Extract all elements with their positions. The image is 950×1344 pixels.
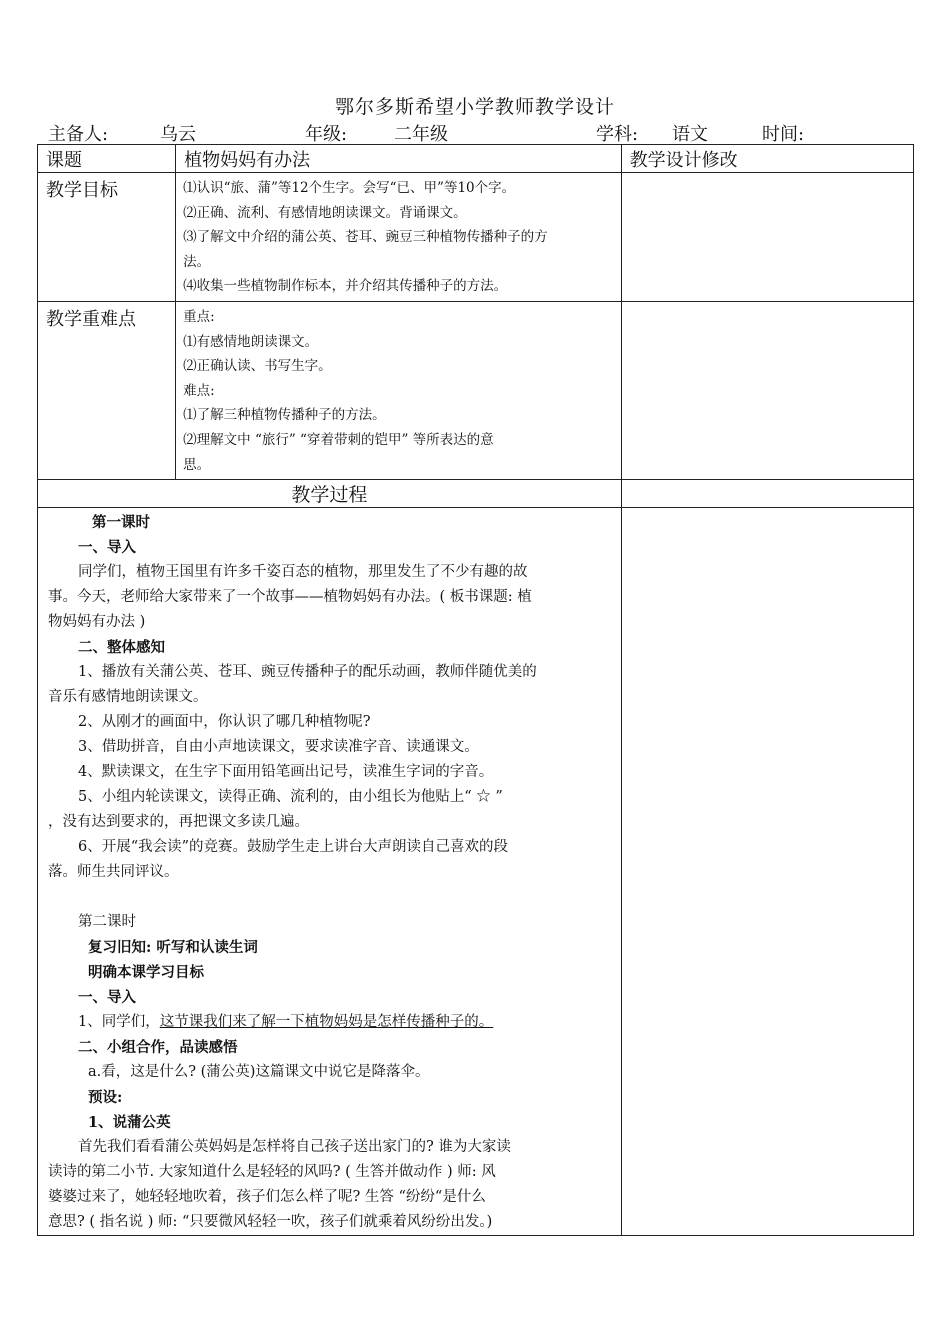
- meta-row: [0, 120, 950, 144]
- section-heading: 一、导入: [78, 539, 136, 557]
- keypoints-list: [176, 301, 622, 479]
- row-process-body: [38, 508, 914, 1236]
- process-body: [38, 508, 622, 1236]
- review-heading: 复习旧知: 听写和认读生词: [88, 939, 258, 957]
- keypoint-item: 难点:: [183, 382, 215, 399]
- keypoint-item: ⑴有感情地朗读课文。: [183, 333, 319, 350]
- paragraph-line: 事。今天，老师给大家带来了一个故事——植物妈妈有办法。( 板书课题: 植: [48, 589, 532, 606]
- goals-label: 教学目标: [38, 173, 176, 302]
- keypoint-item: ⑵理解文中 “旅行” “穿着带刺的铠甲” 等所表达的意: [183, 431, 494, 448]
- keypoint-item: 思。: [183, 456, 211, 473]
- paragraph-line: 4、默读课文，在生字下面用铅笔画出记号，读准生字词的字音。: [78, 764, 494, 781]
- goals-list: [176, 173, 622, 302]
- keypoint-item: ⑵正确认读、书写生字。: [183, 358, 332, 375]
- grade-value: 二年级: [394, 124, 448, 145]
- section-heading: 二、整体感知: [78, 639, 165, 657]
- goal-item: ⑵正确、流利、有感情地朗读课文。背诵课文。: [183, 204, 467, 221]
- paragraph-line: 6、开展“我会读”的竞赛。鼓励学生走上讲台大声朗读自己喜欢的段: [78, 839, 509, 856]
- paragraph-line: 1、播放有关蒲公英、苍耳、豌豆传播种子的配乐动画，教师伴随优美的: [78, 664, 537, 681]
- paragraph-line: 读诗的第二小节. 大家知道什么是轻轻的风吗? ( 生答并做动作 ) 师: 风: [48, 1164, 496, 1181]
- paragraph-line: a.看，这是什么? (蒲公英)这篇课文中说它是降落伞。: [88, 1064, 430, 1081]
- paragraph-line: 2、从刚才的画面中，你认识了哪几种植物呢?: [78, 714, 371, 731]
- objective-heading: 明确本课学习目标: [88, 964, 204, 982]
- paragraph-line: 物妈妈有办法 ): [48, 614, 146, 631]
- paragraph-line: 婆婆过来了，她轻轻地吹着，孩子们怎么样了呢? 生答 “纷纷“是什么: [48, 1189, 486, 1206]
- goal-item: ⑴认识“旅、蒲”等12个生字。会写“已、甲”等10个字。: [183, 180, 516, 196]
- s1-underlined: 这节课我们来了解一下植物妈妈是怎样传播种子的。: [159, 1014, 494, 1031]
- keypoint-item: ⑴了解三种植物传播种子的方法。: [183, 407, 386, 424]
- paragraph-line: 3、借助拼音，自由小声地读课文，要求读准字音、读通课文。: [78, 739, 479, 756]
- lesson-label: 课题: [38, 145, 176, 173]
- keypoints-label: 教学重难点: [38, 301, 176, 479]
- preset-label: 预设:: [88, 1089, 123, 1107]
- goals-revision-cell: [621, 173, 913, 302]
- row-goals: [38, 173, 914, 302]
- time-label: 时间:: [762, 124, 805, 145]
- goal-item: ⑶了解文中介绍的蒲公英、苍耳、豌豆三种植物传播种子的方: [183, 229, 548, 246]
- s1-prefix: 1、同学们，: [78, 1014, 160, 1031]
- body-revision-cell: [621, 508, 913, 1236]
- paragraph-line: ，没有达到要求的，再把课文多读几遍。: [48, 814, 309, 831]
- paragraph-line: 音乐有感情地朗读课文。: [48, 689, 208, 706]
- paragraph-line: 首先我们看看蒲公英妈妈是怎样将自己孩子送出家门的? 谁为大家读: [78, 1139, 511, 1156]
- goal-item: 法。: [183, 253, 211, 270]
- paragraph-line: 意思? ( 指名说 ) 师: “只要微风轻轻一吹，孩子们就乘着风纷纷出发。): [48, 1214, 493, 1231]
- lesson2-title: 第二课时: [78, 914, 136, 931]
- paragraph-line: [48, 1010, 613, 1035]
- paragraph-line: 落。师生共同评议。: [48, 864, 179, 881]
- grade-label: 年级:: [305, 124, 348, 145]
- row-process-header: [38, 480, 914, 508]
- keypoint-item: 重点:: [183, 308, 215, 325]
- subject-label: 学科:: [596, 124, 639, 145]
- keypoints-revision-cell: [621, 301, 913, 479]
- dandelion-heading: 1、说蒲公英: [88, 1114, 171, 1132]
- paragraph-line: 同学们，植物王国里有许多千姿百态的植物，那里发生了不少有趣的故: [78, 564, 528, 581]
- preparer-label: 主备人:: [48, 124, 109, 145]
- document-title: 鄂尔多斯希望小学教师教学设计: [334, 96, 615, 118]
- section-heading: 一、导入: [78, 989, 136, 1007]
- lesson-plan-table: [37, 144, 914, 1236]
- row-lesson: [38, 145, 914, 173]
- row-keypoints: [38, 301, 914, 479]
- paragraph-line: 5、小组内轮读课文，读得正确、流利的，由小组长为他贴上“ ☆ ”: [78, 789, 503, 806]
- subject-value: 语文: [672, 124, 708, 145]
- goal-item: ⑷收集一些植物制作标本，并介绍其传播种子的方法。: [183, 278, 508, 295]
- section-heading: 二、小组合作，品读感悟: [78, 1039, 238, 1057]
- lesson-title: 植物妈妈有办法: [176, 145, 622, 173]
- revision-header: 教学设计修改: [621, 145, 913, 173]
- lesson1-title: 第一课时: [92, 514, 150, 532]
- preparer-name: 乌云: [160, 124, 196, 145]
- blank-line: [48, 885, 613, 910]
- process-revision-cell: [621, 480, 913, 508]
- process-title: 教学过程: [38, 480, 622, 508]
